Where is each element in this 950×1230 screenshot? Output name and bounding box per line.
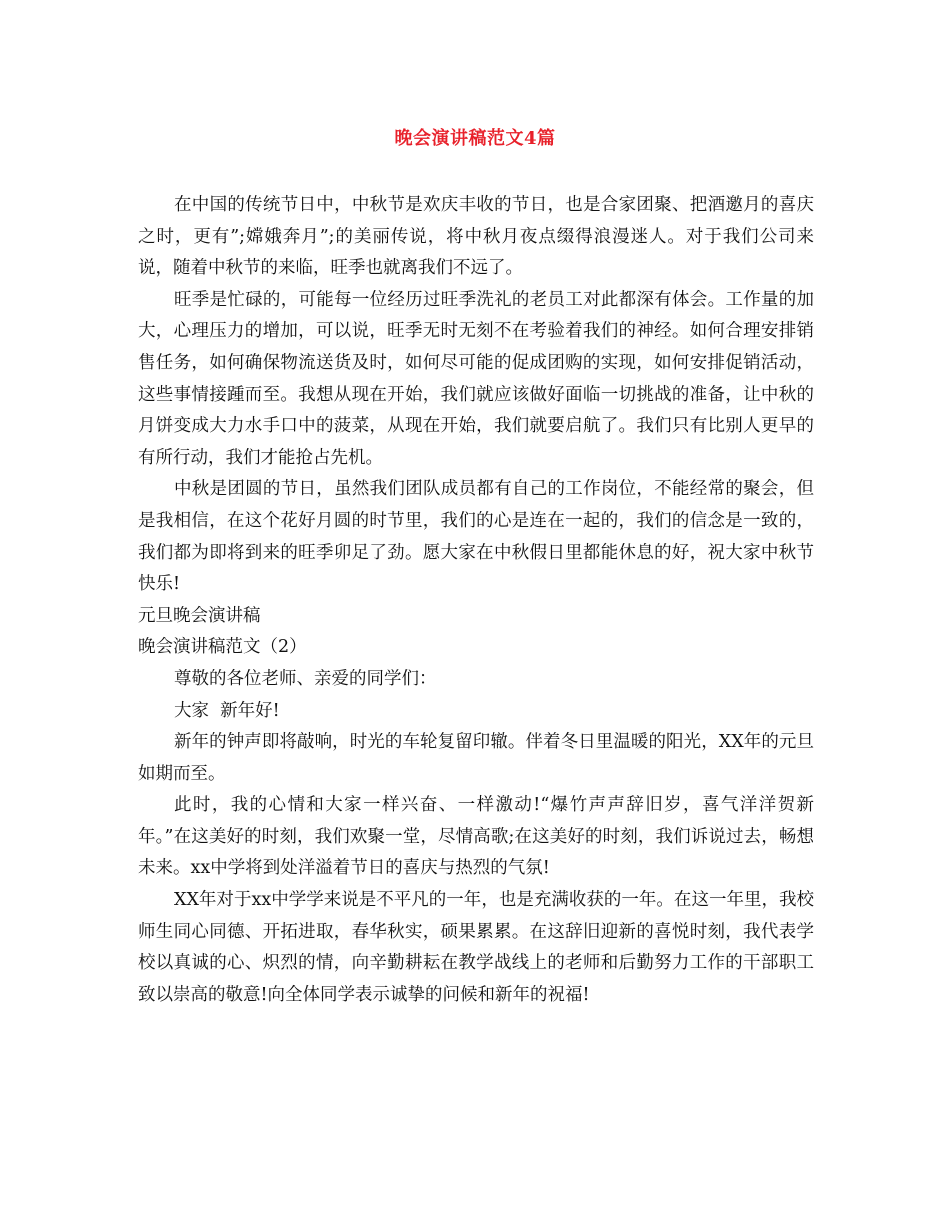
- paragraph: 此时，我的心情和大家一样兴奋、一样激动!“爆竹声声辞旧岁，喜气洋洋贺新年。”在这美好的时刻，我们欢聚一堂，尽情高歌;在这美好的时刻，我们诉说过去，畅想未来。xx中学将到处洋溢着节日的喜庆与热烈的气氛!: [138, 795, 814, 879]
- paragraph: XX年对于xx中学学来说是不平凡的一年，也是充满收获的一年。在这一年里，我校师生同心同德、开拓进取，春华秋实，硕果累累。在这辞旧迎新的喜悦时刻，我代表学校以真诚的心、炽烈的情，向辛勤耕耘在教学战线上的老师和后勤努力工作的干部职工致以崇高的敬意!向全体同学表示诚挚的问候和新年的祝福!: [138, 890, 814, 1005]
- paragraph: 新年的钟声即将敲响，时光的车轮复留印辙。伴着冬日里温暖的阳光，XX年的元旦如期而至。: [138, 732, 814, 784]
- paragraph: 旺季是忙碌的，可能每一位经历过旺季洗礼的老员工对此都深有体会。工作量的加大，心理压力的增加，可以说，旺季无时无刻不在考验着我们的神经。如何合理安排销售任务，如何确保物流送货及时，如何尽可能的促成团购的实现，如何安排促销活动，这些事情接踵而至。我想从现在开始，我们就应该做好面临一切挑战的准备，让中秋的月饼变成大力水手口中的菠菜，从现在开始，我们就要启航了。我们只有比别人更早的有所行动，我们才能抢占先机。: [138, 289, 814, 468]
- document-body: [138, 190, 814, 1011]
- document-title: 晚会演讲稿范文4篇: [394, 128, 556, 149]
- section-heading: 晚会演讲稿范文（2）: [138, 637, 307, 658]
- greeting: 大家 新年好!: [174, 700, 280, 721]
- section-heading: 元旦晚会演讲稿: [138, 605, 261, 626]
- salutation: 尊敬的各位老师、亲爱的同学们：: [174, 668, 437, 689]
- paragraph: 中秋是团圆的节日，虽然我们团队成员都有自己的工作岗位，不能经常的聚会，但是我相信，在这个花好月圆的时节里，我们的心是连在一起的，我们的信念是一致的，我们都为即将到来的旺季卯足了劲。愿大家在中秋假日里都能休息的好，祝大家中秋节快乐!: [138, 479, 814, 595]
- paragraph: 在中国的传统节日中，中秋节是欢庆丰收的节日，也是合家团聚、把酒邀月的喜庆之时，更有”;嫦娥奔月”;的美丽传说，将中秋月夜点缀得浪漫迷人。对于我们公司来说，随着中秋节的来临，旺季也就离我们不远了。: [138, 195, 814, 279]
